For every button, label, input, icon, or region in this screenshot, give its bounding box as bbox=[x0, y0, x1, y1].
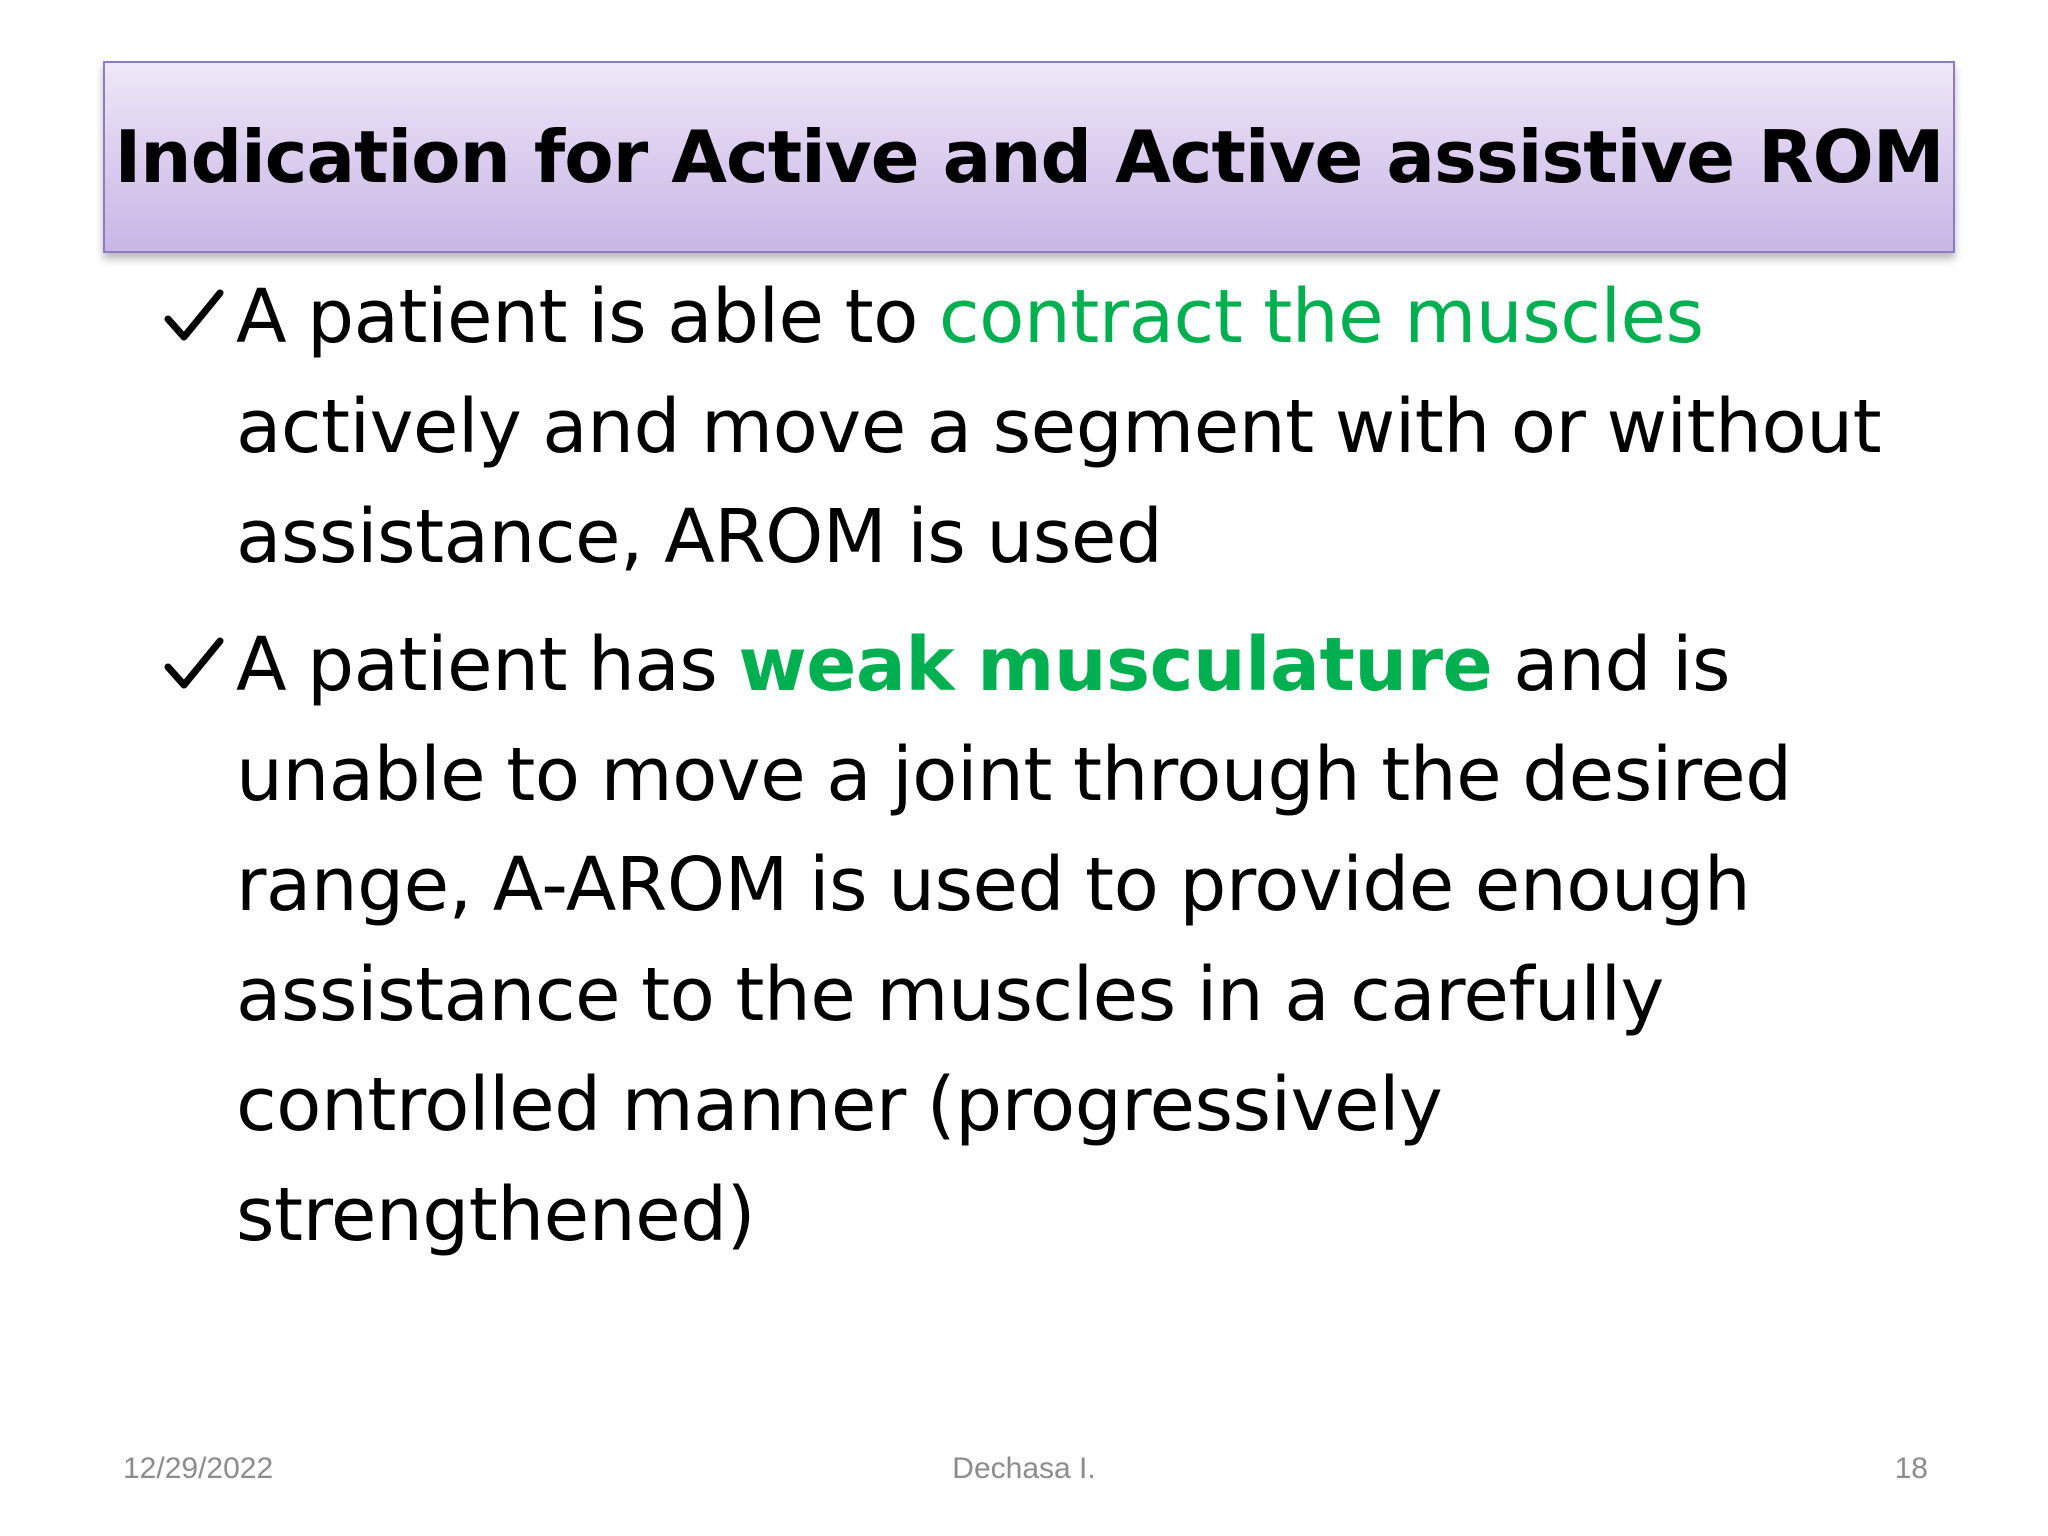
footer-page-number: 18 bbox=[1894, 1452, 1928, 1485]
bullet-2-text-end: and is unable to move a joint through the desired range, A-AROM is used to provide enough assistance to the muscles in a carefully controlled manner (progressively strengthened) bbox=[236, 622, 1792, 1258]
footer-date: 12/29/2022 bbox=[123, 1452, 274, 1485]
bullet-1-text-start: A patient is able to bbox=[236, 274, 939, 360]
bullet-1-text-end: actively and move a segment with or without assistance, AROM is used bbox=[236, 384, 1882, 580]
footer-author: Dechasa I. bbox=[952, 1452, 1096, 1485]
bullet-item-2 bbox=[162, 610, 1962, 1270]
bullet-1-highlight: contract the muscles bbox=[938, 274, 1704, 360]
bullet-2-highlight: weak musculature bbox=[738, 622, 1493, 708]
bullet-item-1 bbox=[162, 262, 1962, 592]
checkmark-icon bbox=[162, 262, 236, 372]
slide-title: Indication for Active and Active assistive ROM bbox=[114, 115, 1944, 199]
title-banner bbox=[103, 61, 1955, 253]
checkmark-icon bbox=[162, 610, 236, 720]
bullet-list bbox=[162, 262, 1962, 1288]
bullet-2-text-start: A patient has bbox=[236, 622, 739, 708]
